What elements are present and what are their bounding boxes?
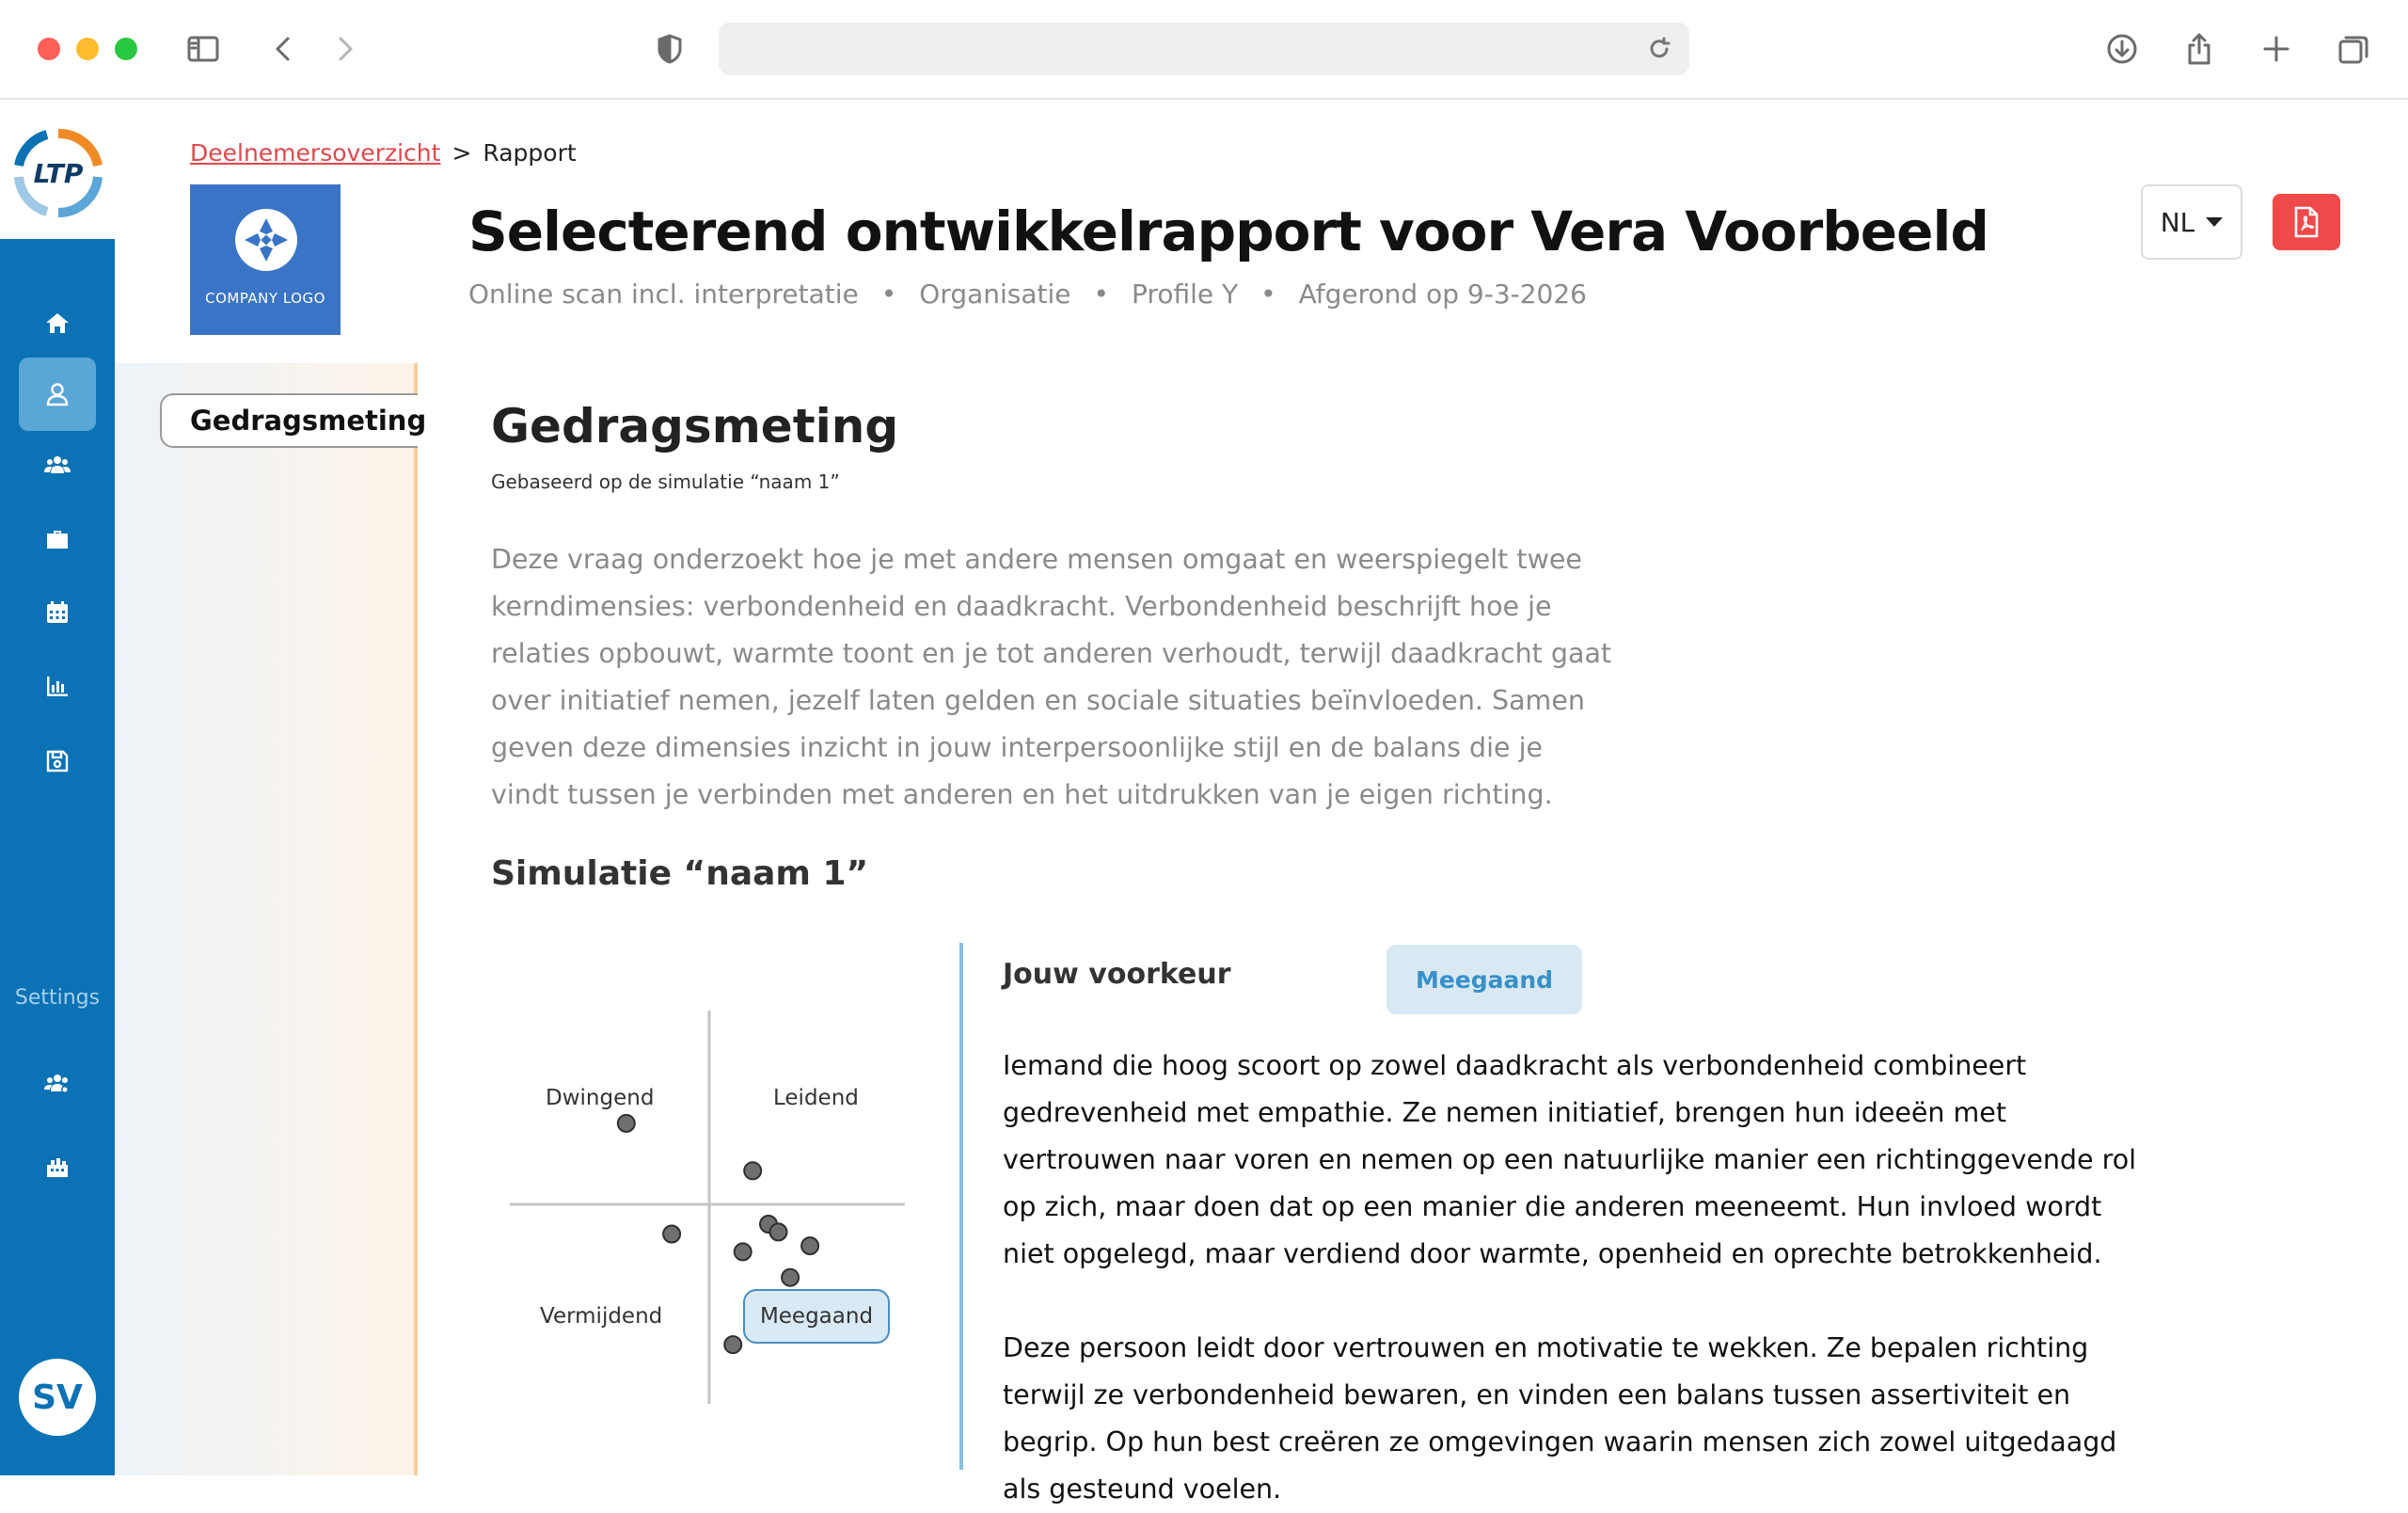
forward-icon[interactable] — [320, 24, 369, 73]
calendar-icon — [43, 598, 71, 627]
preference-badge: Meegaand — [1386, 945, 1582, 1014]
quadrant-label-bottom-left: Vermijdend — [540, 1304, 663, 1329]
scatter-point-8 — [782, 1269, 799, 1286]
content-divider — [959, 943, 963, 1470]
download-icon[interactable] — [2098, 24, 2147, 73]
nav-groups[interactable] — [19, 427, 96, 501]
nav-settings-users[interactable] — [19, 1046, 96, 1120]
download-pdf-button[interactable] — [2273, 194, 2340, 250]
behavior-quadrant-chart — [491, 945, 924, 1453]
meta-separator: • — [1093, 279, 1110, 310]
section-subtitle: Gebaseerd op de simulatie “naam 1” — [491, 470, 840, 493]
language-select[interactable] — [2141, 184, 2242, 260]
language-value: NL — [2160, 206, 2195, 238]
page-title: Selecterend ontwikkelrapport voor Vera Voorbeeld — [468, 199, 1988, 263]
company-logo-mark — [235, 209, 297, 271]
scatter-point-6 — [735, 1243, 752, 1260]
quadrant-chart-svg — [491, 945, 924, 1453]
bar-chart-icon — [43, 672, 71, 700]
close-window-button[interactable] — [38, 38, 60, 60]
nav-home[interactable] — [19, 286, 96, 359]
preference-description-1: Iemand die hoog scoort op zowel daadkracht als verbondenheid combineert gedrevenheid met empathie. Ze nemen initiatief, brengen hun ideeën met vertrouwen naar voren en nemen op een natuurlijke manier een richtinggevende rol op zich, maar doen dat op een manier die anderen meeneemt. Hun invloed wordt niet opgelegd, maar verdiend door warmte, openheid en oprechte betrokkenheid. — [1003, 1050, 2137, 1269]
company-logo — [190, 184, 341, 335]
preference-description-2: Deze persoon leidt door vertrouwen en motivatie te wekken. Ze bepalen richting terwijl ze verbondenheid bewaren, en vinden een balans tussen assertiviteit en begrip. Op hun best creëren ze omgevingen waarin mensen zich zowel uitgedaagd als gesteund voelen. — [1003, 1332, 2117, 1505]
nav-participants[interactable] — [19, 358, 96, 431]
browser-toolbar — [0, 0, 2408, 100]
section-title: Gedragsmeting — [491, 399, 899, 454]
save-icon — [43, 747, 71, 775]
breadcrumb-link-participants[interactable]: Deelnemersoverzicht — [190, 139, 441, 167]
app-logo[interactable] — [0, 102, 115, 239]
company-logo-text: COMPANY LOGO — [205, 290, 325, 307]
home-icon — [43, 309, 71, 337]
scatter-point-1 — [618, 1115, 635, 1132]
scatter-point-9 — [724, 1336, 741, 1353]
scatter-point-2 — [744, 1162, 761, 1179]
nav-organization[interactable] — [19, 1131, 96, 1204]
scatter-point-3 — [663, 1226, 680, 1243]
scatter-point-7 — [801, 1237, 818, 1254]
meta-separator: • — [880, 279, 897, 310]
meta-profile: Profile Y — [1132, 279, 1239, 310]
intro-text: Deze vraag onderzoekt hoe je met andere mensen omgaat en weerspiegelt twee kerndimensies: verbondenheid en daadkracht. Verbondenheid beschrijft hoe je relaties opbouwt, warmte toont en je tot anderen verhoudt, terwijl daadkracht gaat over initiatief nemen, jezelf laten gelden en sociale situaties beïnvloeden. Samen geven deze dimensies inzicht in jouw interpersoonlijke stijl en de balans die je vindt tussen je verbinden met anderen en het uitdrukken van je eigen richting. — [491, 544, 1612, 810]
settings-users-icon — [43, 1069, 71, 1097]
minimize-window-button[interactable] — [76, 38, 99, 60]
meta-completed-date: Afgerond op 9-3-2026 — [1298, 279, 1587, 310]
share-icon[interactable] — [2175, 24, 2224, 73]
app-sidebar — [0, 239, 115, 1475]
settings-label: Settings — [14, 986, 101, 1010]
nav-jobs[interactable] — [19, 502, 96, 576]
quadrant-label-bottom-right: Meegaand — [743, 1289, 890, 1344]
shield-icon[interactable] — [645, 24, 694, 73]
breadcrumb — [190, 139, 577, 167]
new-tab-icon[interactable] — [2252, 24, 2301, 73]
section-nav-border — [414, 363, 418, 1475]
pdf-icon — [2292, 206, 2321, 238]
section-nav — [115, 363, 418, 1475]
tabs-overview-icon[interactable] — [2329, 24, 2378, 73]
tab-gedragsmeting[interactable]: Gedragsmeting — [160, 393, 418, 448]
briefcase-icon — [43, 525, 71, 553]
breadcrumb-current: Rapport — [483, 139, 577, 167]
scatter-point-5 — [770, 1223, 787, 1240]
nav-save[interactable] — [19, 725, 96, 798]
address-bar[interactable] — [719, 23, 1689, 75]
chevron-down-icon — [2206, 217, 2223, 227]
meta-separator: • — [1260, 279, 1276, 310]
nav-calendar[interactable] — [19, 576, 96, 649]
users-icon — [43, 450, 71, 478]
breadcrumb-separator: > — [452, 139, 472, 167]
user-icon — [43, 380, 71, 408]
sidebar-toggle-icon[interactable] — [179, 24, 228, 73]
back-icon[interactable] — [260, 24, 309, 73]
organization-icon — [43, 1154, 71, 1182]
svg-text:LTP: LTP — [33, 158, 84, 189]
nav-reports[interactable] — [19, 649, 96, 723]
report-meta — [468, 279, 1587, 310]
quadrant-label-top-right: Leidend — [773, 1086, 859, 1110]
maximize-window-button[interactable] — [115, 38, 137, 60]
simulation-title: Simulatie “naam 1” — [491, 854, 869, 893]
meta-organization: Organisatie — [919, 279, 1071, 310]
avatar[interactable]: SV — [19, 1359, 96, 1436]
meta-scan-type: Online scan incl. interpretatie — [468, 279, 859, 310]
reload-icon[interactable] — [1646, 36, 1672, 62]
quadrant-label-top-left: Dwingend — [546, 1086, 655, 1110]
preference-label: Jouw voorkeur — [1003, 958, 1231, 991]
